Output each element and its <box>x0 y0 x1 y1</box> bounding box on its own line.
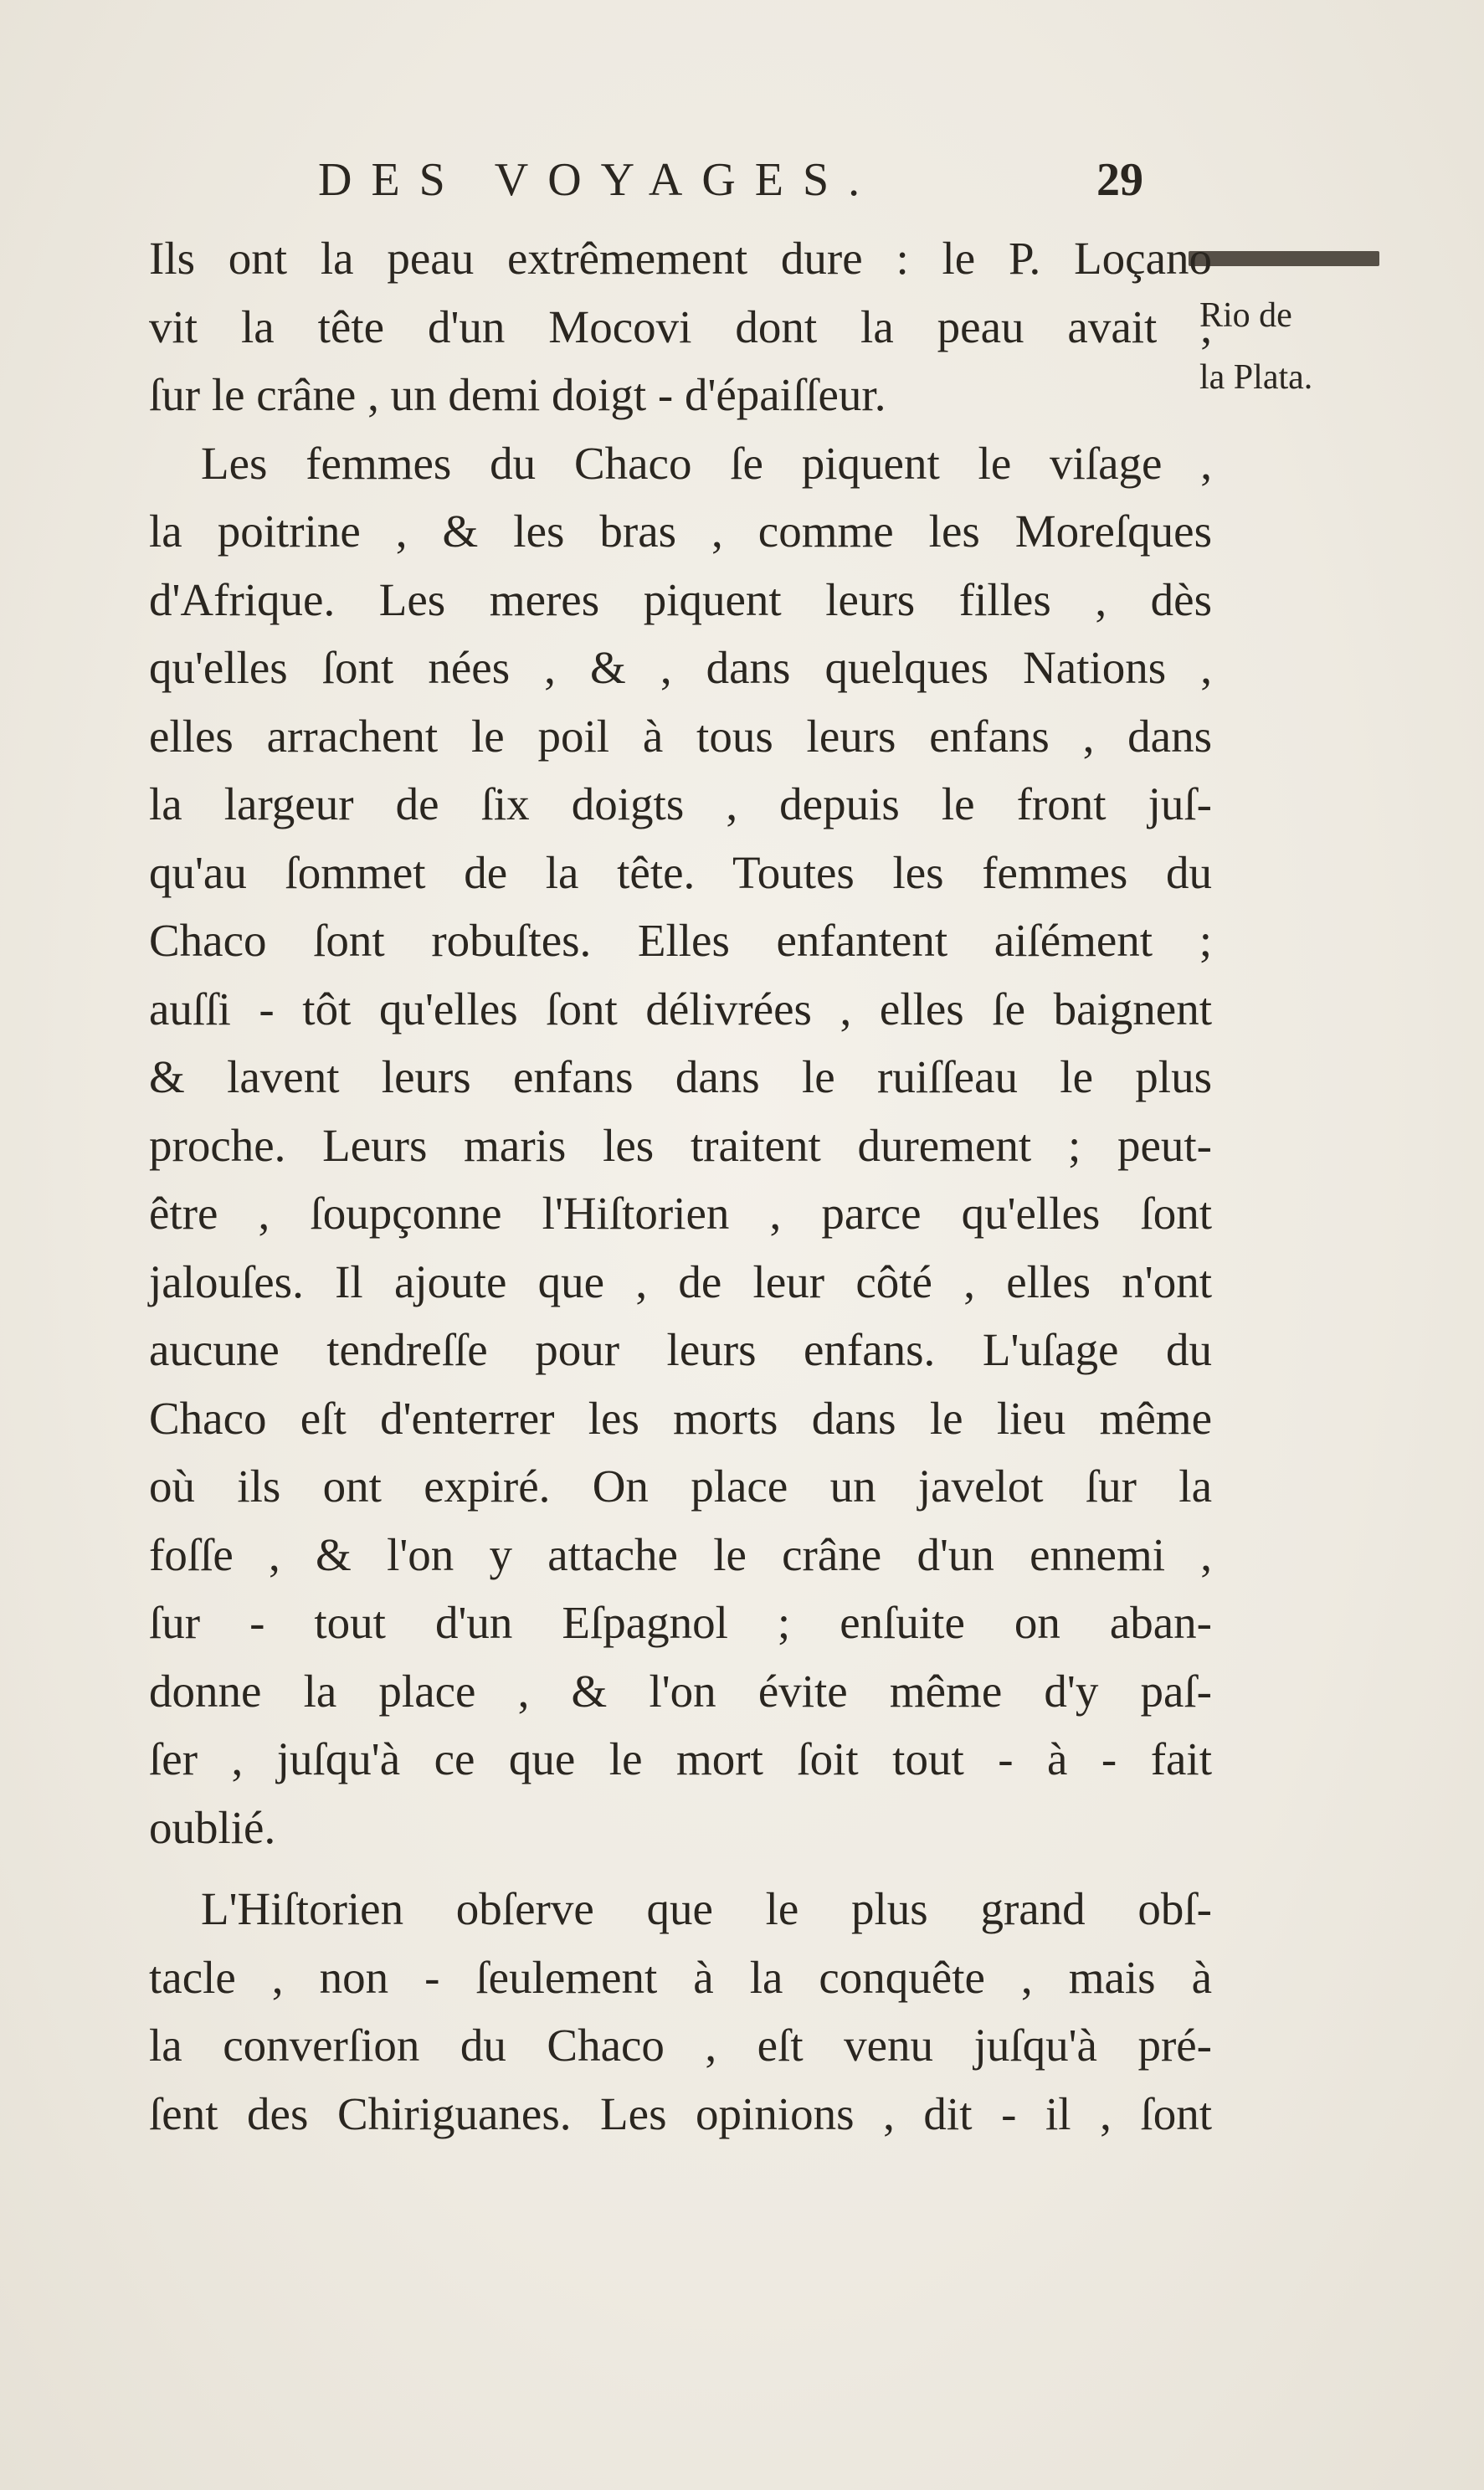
text-line: la largeur de ſix doigts , depuis le front juſ- <box>149 778 1212 829</box>
text-line: foſſe , & l'on y attache le crâne d'un ennemi , <box>149 1528 1212 1580</box>
text-line: Chaco eſt d'enterrer les morts dans le lieu même <box>149 1392 1212 1444</box>
page-number: 29 <box>1096 154 1143 206</box>
text-line: la converſion du Chaco , eſt venu juſqu'à pré- <box>149 2020 1212 2071</box>
paragraph <box>149 429 1212 1862</box>
text-line: oublié. <box>149 1801 276 1853</box>
paragraph <box>149 224 1212 429</box>
text-line: & lavent leurs enfans dans le ruiſſeau le plus <box>149 1051 1212 1102</box>
page-header <box>318 142 1172 218</box>
text-line: la poitrine , & les bras , comme les Moreſques <box>149 506 1212 557</box>
text-line: Chaco ſont robuſtes. Elles enfantent aiſément ; <box>149 915 1212 966</box>
text-line: ſur - tout d'un Eſpagnol ; enſuite on aban- <box>149 1597 1212 1648</box>
text-line: Les femmes du Chaco ſe piquent le viſage , <box>201 437 1212 489</box>
text-line: donne la place , & l'on évite même d'y paſ- <box>149 1665 1212 1717</box>
text-line: jalouſes. Il ajoute que , de leur côté , elles n'ont <box>149 1255 1212 1307</box>
text-line: proche. Leurs maris les traitent durement ; peut- <box>149 1119 1212 1171</box>
paragraph-gap <box>149 1861 1212 1875</box>
margin-note-line: la Plata. <box>1199 358 1313 397</box>
text-line: auſſi - tôt qu'elles ſont délivrées , elles ſe baignent <box>149 983 1212 1035</box>
text-line: qu'elles ſont nées , & , dans quelques Nations , <box>149 642 1212 693</box>
margin-note-line: Rio de <box>1199 296 1292 335</box>
text-line: elles arrachent le poil à tous leurs enfans , dans <box>149 710 1212 762</box>
text-line: vit la tête d'un Mocovi dont la peau avait , <box>149 300 1212 352</box>
text-line: ſent des Chiriguanes. Les opinions , dit - il , ſont <box>149 2087 1212 2139</box>
text-line: ſur le crâne , un demi doigt - d'épaiſſeur. <box>149 369 886 420</box>
text-line: être , ſoupçonne l'Hiſtorien , parce qu'elles ſont <box>149 1188 1212 1239</box>
body-text <box>149 224 1212 2148</box>
text-line: où ils ont expiré. On place un javelot ſur la <box>149 1461 1212 1512</box>
margin-note <box>1199 285 1400 408</box>
text-line: Ils ont la peau extrêmement dure : le P. Loçano <box>149 233 1212 284</box>
paragraph <box>149 1875 1212 2148</box>
text-line: ſer , juſqu'à ce que le mort ſoit tout - à - fait <box>149 1733 1212 1784</box>
margin-rule <box>1189 251 1379 266</box>
text-line: d'Afrique. Les meres piquent leurs filles , dès <box>149 573 1212 625</box>
text-line: tacle , non - ſeulement à la conquête , mais à <box>149 1951 1212 2003</box>
text-line: qu'au ſommet de la tête. Toutes les femmes du <box>149 846 1212 898</box>
running-head: DES VOYAGES. <box>318 154 880 206</box>
text-line: aucune tendreſſe pour leurs enfans. L'uſage du <box>149 1324 1212 1375</box>
text-line: L'Hiſtorien obſerve que le plus grand obſ- <box>201 1883 1212 1934</box>
